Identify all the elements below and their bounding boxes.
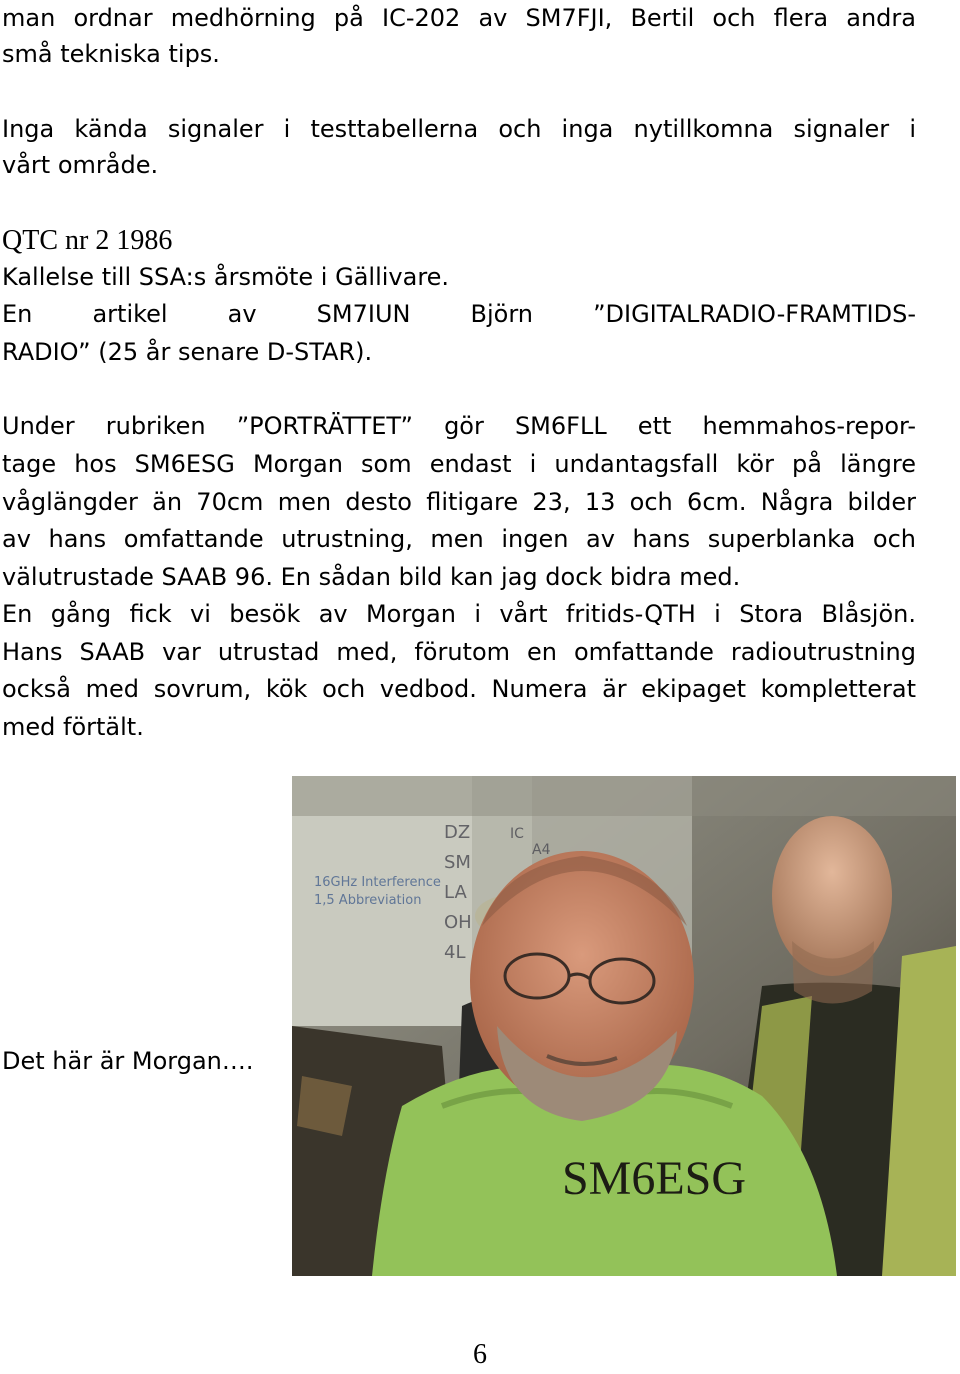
- photo-morgan: [292, 776, 956, 1276]
- text-line: man ordnar medhörning på IC-202 av SM7FJI, Bertil och flera andra: [2, 4, 916, 32]
- text-line: små tekniska tips.: [2, 40, 220, 68]
- section-heading: QTC nr 2 1986: [2, 225, 173, 256]
- board-note: 16GHz Interference: [314, 875, 441, 890]
- text-line: med förtält.: [2, 713, 144, 741]
- text-line: också med sovrum, kök och vedbod. Numera är ekipaget kompletterat: [2, 675, 916, 703]
- text-line: En gång fick vi besök av Morgan i vårt fritids-QTH i Stora Blåsjön.: [2, 600, 916, 628]
- text-line: vårt område.: [2, 151, 159, 179]
- text-line: välutrustade SAAB 96. En sådan bild kan jag dock bidra med.: [2, 563, 741, 591]
- text-line: Hans SAAB var utrustad med, förutom en omfattande radioutrustning: [2, 638, 916, 666]
- board-note: LA: [444, 882, 467, 903]
- photo-caption: Det här är Morgan….: [2, 1047, 254, 1075]
- text-line: Inga kända signaler i testtabellerna och inga nytillkomna signaler i: [2, 115, 916, 143]
- board-note: 4L: [444, 942, 466, 963]
- board-note: OH: [444, 912, 472, 933]
- text-line: tage hos SM6ESG Morgan som endast i undantagsfall kör på längre: [2, 450, 916, 478]
- text-line: En artikel av SM7IUN Björn ”DIGITALRADIO-FRAMTIDS-: [2, 300, 916, 328]
- text-line: RADIO” (25 år senare D-STAR).: [2, 338, 373, 366]
- board-note: 1,5 Abbreviation: [314, 893, 422, 908]
- text-line: våglängder än 70cm men desto flitigare 23, 13 och 6cm. Några bilder: [2, 488, 916, 516]
- text-line: av hans omfattande utrustning, men ingen av hans superblanka och: [2, 525, 916, 553]
- shirt-text: SM6ESG: [561, 1152, 747, 1205]
- board-note: SM: [444, 852, 471, 873]
- page-number: 6: [473, 1339, 487, 1370]
- text-line: Kallelse till SSA:s årsmöte i Gällivare.: [2, 263, 450, 291]
- board-note: DZ: [444, 822, 471, 843]
- text-line: Under rubriken ”PORTRÄTTET” gör SM6FLL ett hemmahos-repor-: [2, 412, 916, 440]
- board-note: IC: [510, 826, 524, 842]
- board-note: A4: [532, 842, 551, 858]
